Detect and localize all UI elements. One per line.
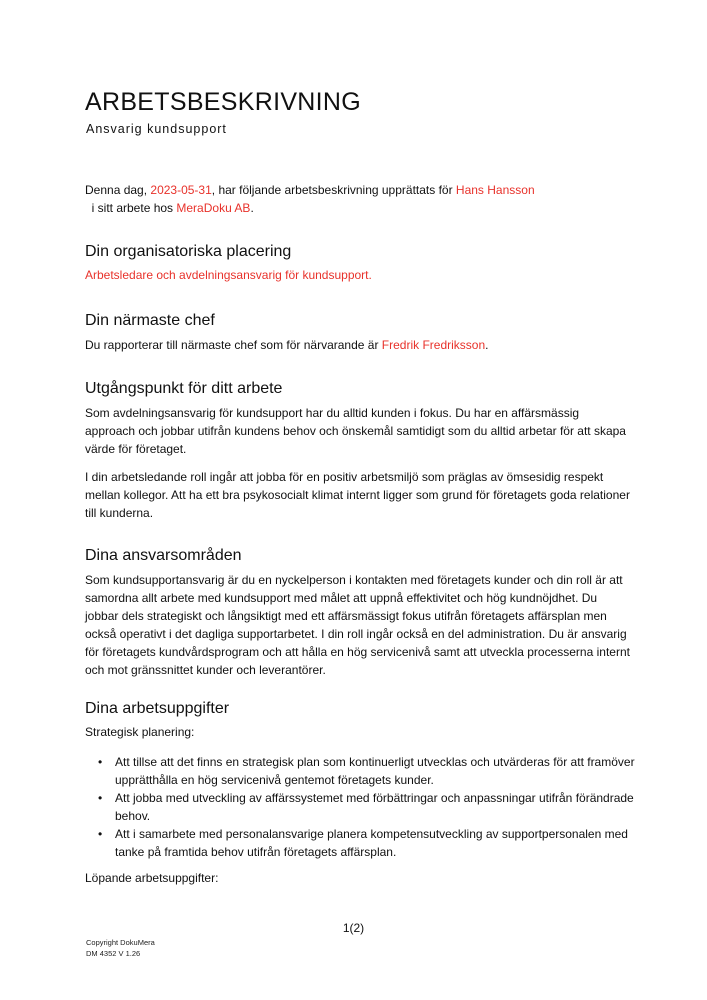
intro-text-2: , har följande arbetsbeskrivning upprättats för — [211, 183, 456, 197]
intro-text-1: Denna dag, — [85, 183, 151, 197]
responsibilities-paragraph: Som kundsupportansvarig är du en nyckelperson i kontakten med företagets kunder och din roll är att samordna allt arbete med kundsupport med målet att uppnå effektivitet och hög kundnöjdhet. Du jobbar dels strategiskt och långsiktigt med ett affärsmässigt fokus utifrån företagets affärsplan men också operativt i det dagliga supportarbetet. I din roll ingår också en del administration. Du är ansvarig för företagets kundvårdsprogram och att hålla en hög servicenivå samt att utveckla processerna internt och mot gränssnittet kunder och leverantörer. — [85, 573, 630, 677]
placement-heading: Din organisatoriska placering — [85, 243, 292, 260]
footer-copyright: Copyright DokuMera — [86, 938, 155, 947]
starting-point-heading: Utgångspunkt för ditt arbete — [85, 380, 283, 397]
employee-name-field: Hans Hansson — [455, 183, 535, 197]
tasks-heading: Dina arbetsuppgifter — [85, 700, 230, 717]
starting-point-paragraph-2: I din arbetsledande roll ingår att jobba för en positiv arbetsmiljö som präglas av ömsesidig respekt mellan kollegor. Att ha ett bra psykosocialt klimat internt ligger som grund för företagets goda relationer till kunderna. — [85, 470, 630, 520]
company-field: MeraDoku AB — [176, 201, 251, 215]
document-subtitle: Ansvarig kundsupport — [86, 122, 227, 136]
manager-paragraph — [85, 336, 630, 354]
manager-name-field: Fredrik Fredriksson — [381, 338, 486, 352]
intro-text-3: i sitt arbete hos — [85, 201, 177, 215]
intro-text-4: . — [250, 201, 254, 215]
list-item: • Att i samarbete med personalansvarige planera kompetensutveckling av supportpersonalen med tanke på framtida behov utifrån företagets affärsplan. — [115, 825, 660, 861]
strategic-planning-label: Strategisk planering: — [85, 725, 195, 739]
date-field: 2023-05-31 — [150, 183, 212, 197]
page-number: 1(2) — [342, 921, 365, 935]
manager-heading: Din närmaste chef — [85, 312, 215, 329]
starting-point-paragraph-1: Som avdelningsansvarig för kundsupport har du alltid kunden i fokus. Du har en affärsmässig approach och jobbar utifrån kundens behov och önskemål samtidigt som du alltid arbetar för att skapa värde för företaget. — [85, 406, 626, 456]
document-title: ARBETSBESKRIVNING — [85, 88, 361, 116]
list-item: • Att tillse att det finns en strategisk plan som kontinuerligt utvecklas och utvärderas för att framöver upprätthålla en hög servicenivå gentemot företagets kunder. — [115, 753, 660, 789]
ongoing-tasks-label: Löpande arbetsuppgifter: — [85, 871, 219, 885]
placement-text: Arbetsledare och avdelningsansvarig för kundsupport. — [85, 268, 372, 282]
intro-paragraph — [85, 181, 635, 217]
responsibilities-heading: Dina ansvarsområden — [85, 547, 242, 564]
manager-text-1: Du rapporterar till närmaste chef som för närvarande är — [85, 338, 382, 352]
manager-text-2: . — [485, 338, 489, 352]
footer-document-id: DM 4352 V 1.26 — [86, 949, 141, 958]
list-item: • Att jobba med utveckling av affärssystemet med förbättringar och anpassningar utifrån förändrade behov. — [115, 789, 660, 825]
strategic-task-list — [85, 753, 660, 861]
